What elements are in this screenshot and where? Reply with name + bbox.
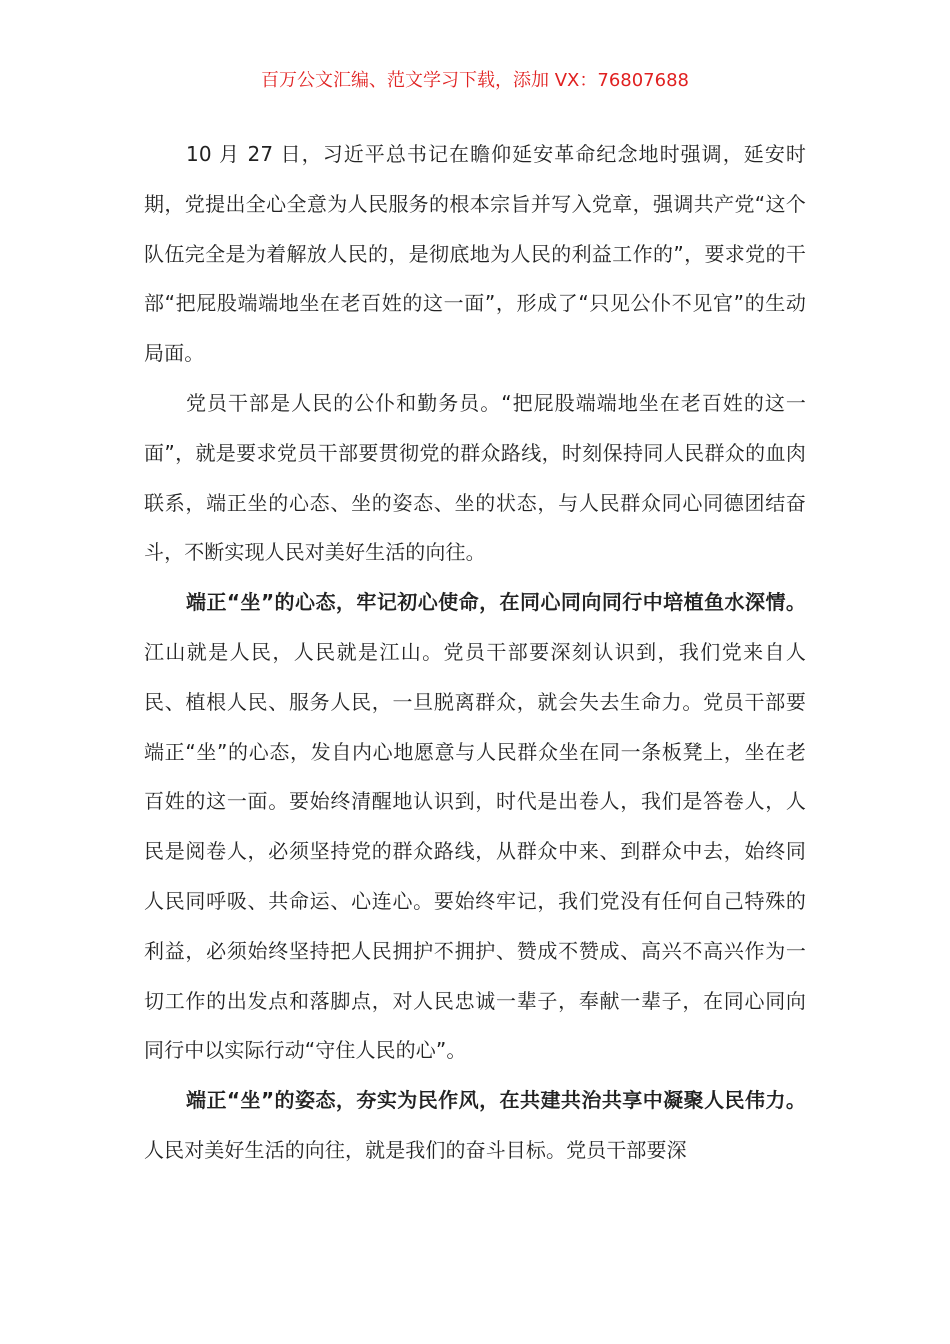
paragraph-posture [144, 1076, 806, 1176]
paragraph-mindset [144, 578, 806, 1076]
document-body [144, 130, 806, 1176]
paragraph-cadres [144, 379, 806, 578]
paragraph-text: 江山就是人民，人民就是江山。党员干部要深刻认识到，我们党来自人民、植根人民、服务人民，一旦脱离群众，就会失去生命力。党员干部要端正“坐”的心态，发自内心地愿意与人民群众坐在同一条板凳上，坐在老百姓的这一面。要始终清醒地认识到，时代是出卷人，我们是答卷人，人民是阅卷人，必须坚持党的群众路线，从群众中来、到群众中去，始终同人民同呼吸、共命运、心连心。要始终牢记，我们党没有任何自己特殊的利益，必须始终坚持把人民拥护不拥护、赞成不赞成、高兴不高兴作为一切工作的出发点和落脚点，对人民忠诚一辈子，奉献一辈子，在同心同向同行中以实际行动“守住人民的心”。 [144, 639, 806, 1063]
paragraph-intro [144, 130, 806, 379]
header-watermark-text: 百万公文汇编、范文学习下载，添加 VX：76807688 [261, 70, 689, 91]
paragraph-text: 10 月 27 日，习近平总书记在瞻仰延安革命纪念地时强调，延安时期，党提出全心全意为人民服务的根本宗旨并写入党章，强调共产党“这个队伍完全是为着解放人民的，是彻底地为人民的利益工作的”，要求党的干部“把屁股端端地坐在老百姓的这一面”，形成了“只见公仆不见官”的生动局面。 [144, 142, 806, 366]
paragraph-text: 党员干部是人民的公仆和勤务员。“把屁股端端地坐在老百姓的这一面”，就是要求党员干部要贯彻党的群众路线，时刻保持同人民群众的血肉联系，端正坐的心态、坐的姿态、坐的状态，与人民群众同心同德团结奋斗，不断实现人民对美好生活的向往。 [144, 390, 806, 565]
paragraph-lead: 端正“坐”的姿态，夯实为民作风，在共建共治共享中凝聚人民伟力。 [186, 1088, 806, 1113]
paragraph-lead: 端正“坐”的心态，牢记初心使命，在同心同向同行中培植鱼水深情。 [186, 590, 806, 615]
paragraph-text: 人民对美好生活的向往，就是我们的奋斗目标。党员干部要深 [144, 1137, 687, 1162]
